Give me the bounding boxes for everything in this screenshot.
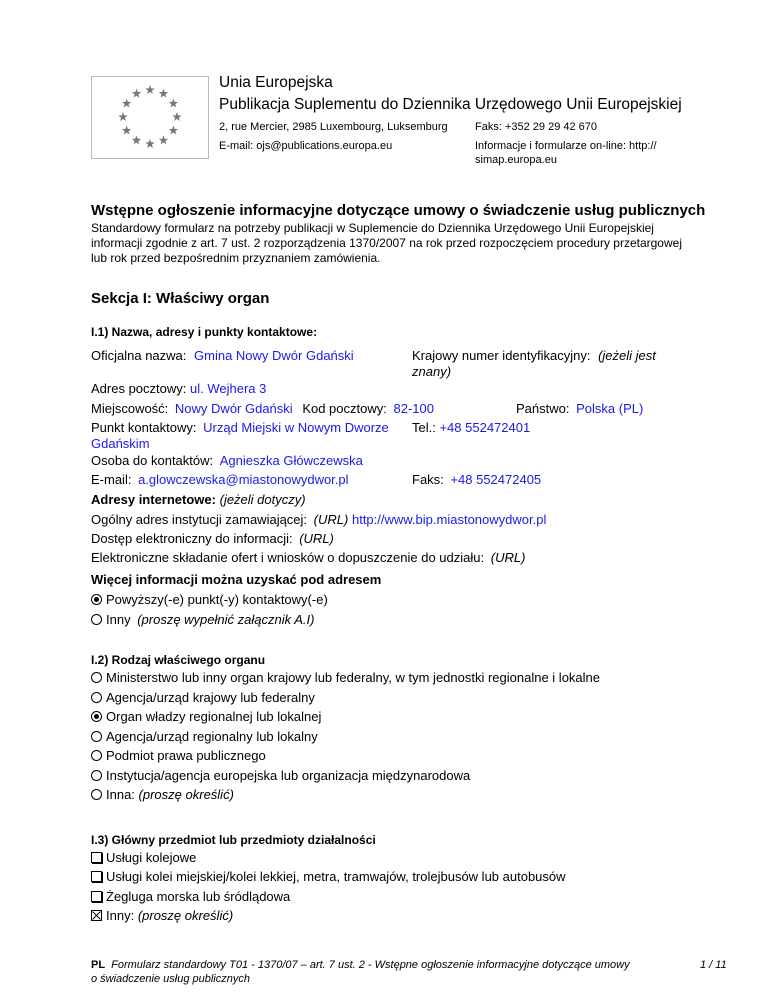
url-hint: (URL) [313,512,349,527]
internet-heading-label: Adresy internetowe: [91,492,216,507]
country-label: Państwo: [516,401,570,416]
fax-value: +48 552472405 [450,472,542,487]
header-info [475,139,657,167]
contact-person-label: Osoba do kontaktów: [91,453,214,468]
option-label: Organ władzy regionalnej lub lokalnej [106,709,322,724]
header-org: Unia Europejska [219,74,333,91]
more-info-option[interactable] [91,592,328,608]
header-info-line: simap.europa.eu [475,154,557,166]
authority-type-option[interactable] [91,748,600,768]
more-info-heading: Więcej informacji można uzyskać pod adresem [91,572,382,587]
option-label: Inny: [106,907,135,923]
postcode-value: 82-100 [393,401,434,416]
authority-type-option[interactable] [91,768,600,788]
eu-stars-icon [92,77,208,158]
access-row [91,531,334,547]
authority-type-option[interactable] [91,787,600,807]
option-hint: (proszę określić) [138,787,234,802]
authority-type-list [91,670,600,807]
official-name-value: Gmina Nowy Dwór Gdański [194,348,354,363]
star-icon [169,126,179,135]
option-hint: (proszę określić) [137,907,234,923]
submission-label: Elektroniczne składanie ofert i wniosków o dopuszczenie do udziału: [91,550,485,565]
checkbox-icon[interactable] [91,852,102,863]
more-info-option-label: Inny [106,612,131,627]
more-info-option-label: Powyższy(-e) punkt(-y) kontaktowy(-e) [106,592,328,607]
radio-icon[interactable] [91,692,102,703]
star-icon [169,99,179,108]
star-icon [122,126,132,135]
checkbox-icon[interactable] [91,871,102,882]
contact-person-value: Agnieszka Główczewska [219,453,363,468]
more-info-option-hint: (proszę wypełnić załącznik A.I) [137,612,315,627]
header-fax: Faks: +352 29 29 42 670 [475,121,598,133]
radio-icon[interactable] [91,731,102,742]
footer-form [91,958,671,986]
page-number: 1 / 11 [700,959,727,971]
authority-type-option[interactable] [91,690,600,710]
header-address: 2, rue Mercier, 2985 Luxembourg, Luksemburg [219,121,448,133]
postal-label: Adres pocztowy: [91,381,187,396]
radio-selected-icon[interactable] [91,594,102,605]
option-label: Ministerstwo lub inny organ krajowy lub federalny, w tym jednostki regionalne i lokalne [106,670,600,685]
footer-form-line: o świadczenie usług publicznych [91,973,250,985]
checkbox-checked-icon[interactable] [91,910,102,921]
star-icon [159,135,169,144]
notice-intro [91,221,682,266]
intro-line: Standardowy formularz na potrzeby publikacji w Suplemencie do Dziennika Urzędowego Unii Europejskiej [91,221,654,235]
contact-point-value: Gdańskim [91,436,150,451]
activity-option[interactable] [91,850,566,869]
radio-icon[interactable] [91,750,102,761]
contact-point [91,420,391,452]
checkbox-icon[interactable] [91,891,102,902]
i2-heading: I.2) Rodzaj właściwego organu [91,653,266,667]
national-id [412,348,682,380]
star-icon [172,112,182,121]
city-label: Miejscowość: [91,401,169,416]
tel-value: +48 552472401 [439,420,531,435]
star-icon [145,139,155,148]
radio-icon[interactable] [91,770,102,781]
activity-option[interactable] [91,869,566,888]
star-icon [159,89,169,98]
contact-person-row [91,453,363,469]
eu-flag-logo [91,76,209,159]
star-icon [145,85,155,94]
general-url-label: Ogólny adres instytucji zamawiającej: [91,512,308,527]
tel-label: Tel.: [412,420,436,435]
general-url-row [91,512,546,528]
authority-type-option[interactable] [91,670,600,690]
national-id-hint: znany) [412,364,452,379]
more-info-option[interactable] [91,612,314,628]
section-heading: Sekcja I: Właściwy organ [91,290,270,307]
contact-point-value: Urząd Miejski w Nowym Dworze [203,420,389,435]
radio-icon[interactable] [91,672,102,683]
notice-title: Wstępne ogłoszenie informacyjne dotyczące umowy o świadczenie usług publicznych [91,202,706,219]
header-email: E-mail: ojs@publications.europa.eu [219,140,393,152]
url-hint: (URL) [299,531,334,546]
i3-heading: I.3) Główny przedmiot lub przedmioty działalności [91,833,376,847]
authority-type-option[interactable] [91,729,600,749]
option-label: Agencja/urząd regionalny lub lokalny [106,728,318,744]
tel-row [412,420,530,436]
header-info-line: Informacje i formularze on-line: http:// [475,140,657,152]
activity-list [91,850,566,927]
radio-selected-icon[interactable] [91,711,102,722]
access-label: Dostęp elektroniczny do informacji: [91,531,293,546]
national-id-hint: (jeżeli jest [598,348,656,363]
option-label: Inna: [106,787,135,802]
star-icon [132,89,142,98]
national-id-label: Krajowy numer identyfikacyjny: [412,348,591,363]
email-row [91,472,349,488]
option-label: Usługi kolejowe [106,850,197,865]
contact-point-label: Punkt kontaktowy: [91,420,197,435]
star-icon [132,135,142,144]
city-value: Nowy Dwór Gdański [174,401,293,416]
radio-icon[interactable] [91,614,102,625]
option-label: Agencja/urząd krajowy lub federalny [106,689,315,705]
activity-option[interactable] [91,908,566,927]
footer-form-line: Formularz standardowy T01 - 1370/07 – art. 7 ust. 2 - Wstępne ogłoszenie informacyjne dotyczące umowy [111,959,630,971]
fax-row [412,472,541,488]
authority-type-option[interactable] [91,709,600,729]
email-value[interactable]: a.glowczewska@miastonowydwor.pl [138,472,349,487]
radio-icon[interactable] [91,789,102,800]
i1-heading: I.1) Nazwa, adresy i punkty kontaktowe: [91,325,318,339]
city-row [91,401,434,417]
header-publication: Publikacja Suplementu do Dziennika Urzędowego Unii Europejskiej [219,96,682,113]
postal-row [91,381,266,397]
star-icon [122,99,132,108]
intro-line: informacji zgodnie z art. 7 ust. 2 rozporządzenia 1370/2007 na rok przed rozpoczęciem procedury przetargowej [91,236,682,250]
activity-option[interactable] [91,889,566,908]
footer-lang: PL [91,959,106,971]
star-icon [118,112,128,121]
official-name-label: Oficjalna nazwa: [91,348,187,363]
option-label: Instytucja/agencja europejska lub organizacja międzynarodowa [106,767,471,783]
country-row [516,401,643,417]
option-label: Żegluga morska lub śródlądowa [106,888,291,904]
intro-line: lub rok przed bezpośrednim przyznaniem zamówienia. [91,251,381,265]
fax-label: Faks: [412,472,444,487]
option-label: Podmiot prawa publicznego [106,748,266,763]
url-hint: (URL) [490,550,526,565]
general-url-link[interactable]: http://www.bip.miastonowydwor.pl [351,512,547,527]
email-label: E-mail: [91,472,132,487]
internet-hint: (jeżeli dotyczy) [219,492,306,507]
official-name-row [91,348,354,364]
country-value: Polska (PL) [576,401,644,416]
option-label: Usługi kolei miejskiej/kolei lekkiej, metra, tramwajów, trolejbusów lub autobusów [106,869,566,885]
internet-heading [91,492,306,508]
submission-row [91,550,525,566]
postcode-label: Kod pocztowy: [302,401,387,416]
postal-value: ul. Wejhera 3 [190,381,267,396]
